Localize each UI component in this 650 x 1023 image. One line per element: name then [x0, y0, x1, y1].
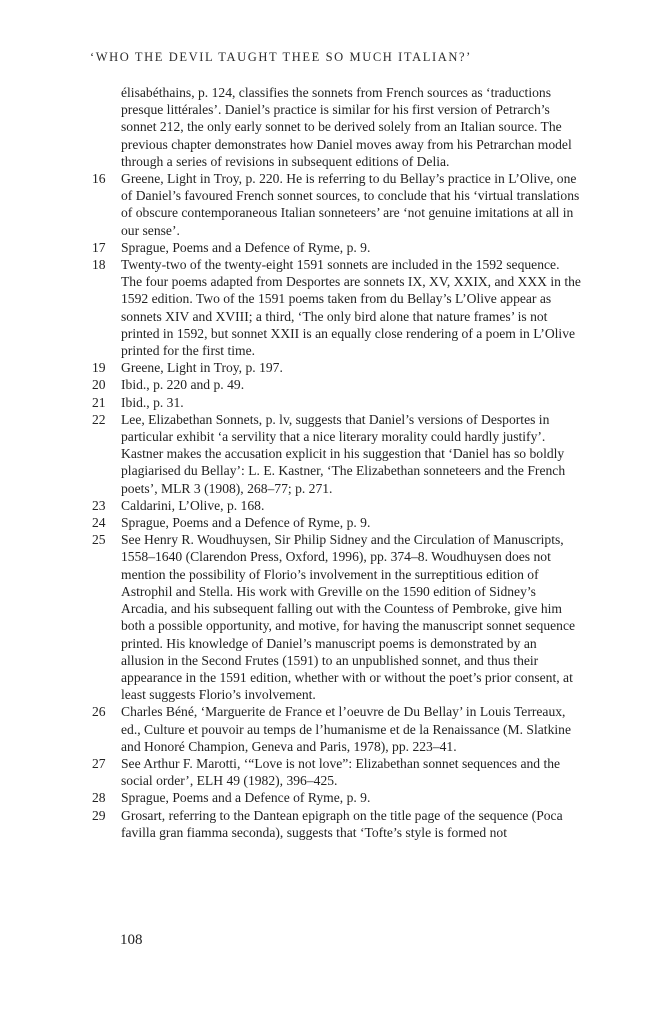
endnote-text: Greene, Light in Troy, p. 197. — [121, 360, 283, 376]
endnote-text: Sprague, Poems and a Defence of Ryme, p. 9. — [121, 790, 371, 806]
endnote — [92, 411, 582, 497]
endnote — [92, 755, 582, 789]
endnote — [92, 789, 582, 806]
endnote-text: Greene, Light in Troy, p. 220. He is referring to du Bellay’s practice in L’Olive, one of Daniel’s favoured French sonnet sources, to conclude that his ‘virtual translations of obscure contemporaneous Italian sonneteers’ are ‘not genuine imitations at all in our sense’. — [121, 171, 580, 238]
endnote — [92, 239, 582, 256]
endnote — [92, 514, 582, 531]
endnote-number: 19 — [92, 360, 106, 376]
endnote-text: See Henry R. Woudhuysen, Sir Philip Sidney and the Circulation of Manuscripts, 1558–1640 (Clarendon Press, Oxford, 1996), pp. 374–8. Woudhuysen does not mention the possibility of Florio’s involvement in the surreptitious edition of Astrophil and Stella. His work with Greville on the 1590 edition of Sidney’s Arcadia, and his subsequent falling out with the Countess of Pembroke, give him both a possible opportunity, and motive, for having the manuscript sonnet sequence printed. His knowledge of Daniel’s manuscript poems is demonstrated by an allusion in the Second Frutes (1591) to an unpublished sonnet, and thus their appearance in the 1591 edition, whether with or without the poet’s prior consent, at least suggests Florio’s involvement. — [121, 532, 576, 703]
endnote-number: 25 — [92, 532, 106, 548]
endnote-text: élisabéthains, p. 124, classifies the sonnets from French sources as ‘traductions presque littérales’. Daniel’s practice is similar for his first version of Petrarch’s sonnet 212, the only early sonnet to be derived solely from an Italian source. The previous chapter demonstrates how Daniel moves away from his Petrarchan model through a series of revisions in subsequent editions of Delia. — [121, 85, 572, 169]
endnote-text: Lee, Elizabethan Sonnets, p. lv, suggests that Daniel’s versions of Desportes in particular exhibit ‘a servility that a nice literary morality could hardly justify’. Kastner makes the accusation explicit in his suggestion that ‘Daniel has so boldly plagiarised du Bellay’: L. E. Kastner, ‘The Elizabethan sonneteers and the French poets’, MLR 3 (1908), 268–77; p. 271. — [121, 411, 566, 496]
endnote-number: 27 — [92, 755, 106, 771]
endnote — [92, 394, 582, 411]
running-head: ‘WHO THE DEVIL TAUGHT THEE SO MUCH ITALIAN?’ — [90, 50, 472, 64]
endnote-number: 17 — [92, 239, 106, 255]
endnote-number: 29 — [92, 807, 106, 823]
endnote-number: 20 — [92, 377, 106, 393]
endnote-text: Sprague, Poems and a Defence of Ryme, p. 9. — [121, 515, 371, 531]
endnote — [92, 359, 582, 376]
endnote — [92, 703, 582, 755]
endnote-number: 16 — [92, 171, 106, 187]
endnote-number: 24 — [92, 515, 106, 531]
endnote — [92, 170, 582, 239]
endnote-text: Twenty-two of the twenty-eight 1591 sonnets are included in the 1592 sequence. The four poems adapted from Desportes are sonnets IX, XV, XXIX, and XXX in the 1592 edition. Two of the 1591 poems taken from du Bellay’s L’Olive appear as sonnets XIV and XVIII; a third, ‘The only bird alone that nature frames’ is not printed in 1592, but sonnet XXII is an equally close rendering of a poem in L’Olive printed for the first time. — [121, 257, 581, 359]
endnote-text: Ibid., p. 220 and p. 49. — [121, 377, 245, 393]
endnote-continued — [92, 84, 582, 170]
endnote-number: 22 — [92, 411, 106, 427]
endnote-number: 21 — [92, 394, 106, 410]
endnote-text: See Arthur F. Marotti, ‘“Love is not love”: Elizabethan sonnet sequences and the social order’, ELH 49 (1982), 396–425. — [121, 755, 561, 789]
endnote-text: Charles Béné, ‘Marguerite de France et l’oeuvre de Du Bellay’ in Louis Terreaux, ed., Culture et pouvoir au temps de l’humanisme et de la Renaissance (M. Slatkine and Honoré Champion, Geneva and Paris, 1978), pp. 223–41. — [121, 704, 571, 754]
endnote — [92, 376, 582, 393]
endnote-number: 23 — [92, 497, 106, 513]
endnote — [92, 256, 582, 359]
endnote-text: Sprague, Poems and a Defence of Ryme, p. 9. — [121, 239, 371, 255]
endnote-text: Grosart, referring to the Dantean epigraph on the title page of the sequence (Poca favilla gran fiamma seconda), suggests that ‘Tofte’s style is formed not — [121, 807, 563, 840]
endnote — [92, 531, 582, 703]
page-number: 108 — [120, 932, 143, 948]
endnote-number: 18 — [92, 257, 106, 273]
endnote-number: 28 — [92, 790, 106, 806]
endnote-number: 26 — [92, 704, 106, 720]
endnote-text: Caldarini, L’Olive, p. 168. — [121, 497, 265, 513]
endnote-text: Ibid., p. 31. — [121, 394, 184, 410]
endnote — [92, 497, 582, 514]
endnotes — [92, 84, 582, 841]
endnote — [92, 807, 582, 841]
